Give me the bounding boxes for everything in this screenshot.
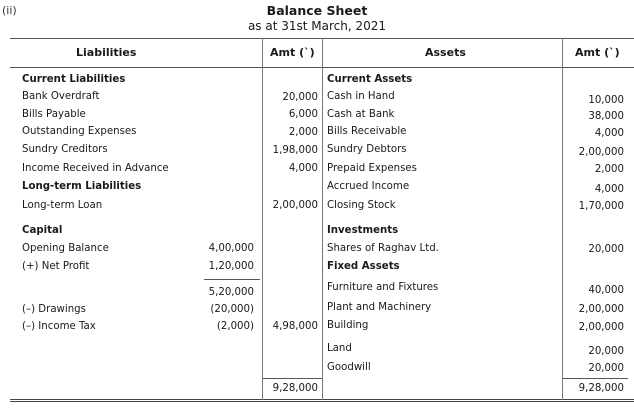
outstanding-expenses-amount: 2,000 bbox=[288, 127, 318, 138]
header-amount-right: Amt (`) bbox=[575, 46, 620, 59]
net-profit-label: (+) Net Profit bbox=[22, 261, 90, 272]
accrued-income-label: Accrued Income bbox=[327, 181, 410, 192]
closing-stock-amount: 1,70,000 bbox=[578, 201, 624, 212]
bills-payable-amount: 6,000 bbox=[288, 109, 318, 120]
building-amount: 2,00,000 bbox=[578, 322, 624, 333]
opening-balance-label: Opening Balance bbox=[22, 243, 109, 254]
page-subtitle: as at 31st March, 2021 bbox=[247, 19, 387, 33]
subtotal-rule bbox=[204, 279, 260, 280]
plant-amount: 2,00,000 bbox=[578, 304, 624, 315]
assets-total: 9,28,000 bbox=[578, 383, 624, 394]
current-assets-heading: Current Assets bbox=[327, 74, 413, 85]
bills-receivable-amount: 4,000 bbox=[594, 128, 624, 139]
closing-stock-label: Closing Stock bbox=[327, 200, 396, 211]
bills-receivable-label: Bills Receivable bbox=[327, 126, 407, 137]
capital-subtotal: 5,20,000 bbox=[208, 287, 254, 298]
income-advance-label: Income Received in Advance bbox=[22, 163, 169, 174]
total-rule-right-top bbox=[562, 378, 628, 379]
liabilities-total: 9,28,000 bbox=[272, 383, 318, 394]
cash-in-hand-label: Cash in Hand bbox=[327, 91, 395, 102]
cash-at-bank-label: Cash at Bank bbox=[327, 109, 395, 120]
income-advance-amount: 4,000 bbox=[288, 163, 318, 174]
opening-balance-sub: 4,00,000 bbox=[208, 243, 254, 254]
header-amount-left: Amt (`) bbox=[270, 46, 315, 59]
question-label: (ii) bbox=[2, 4, 17, 17]
drawings-label: (–) Drawings bbox=[22, 304, 86, 315]
page-title: Balance Sheet bbox=[266, 3, 368, 18]
accrued-income-amount: 4,000 bbox=[594, 184, 624, 195]
longterm-loan-label: Long-term Loan bbox=[22, 200, 103, 211]
header-assets: Assets bbox=[425, 46, 466, 59]
income-tax-sub: (2,000) bbox=[216, 321, 254, 332]
investments-heading: Investments bbox=[327, 225, 399, 236]
goodwill-amount: 20,000 bbox=[588, 363, 624, 374]
bank-overdraft-label: Bank Overdraft bbox=[22, 91, 100, 102]
building-label: Building bbox=[327, 320, 369, 331]
outstanding-expenses-label: Outstanding Expenses bbox=[22, 126, 137, 137]
fixed-assets-heading: Fixed Assets bbox=[327, 261, 400, 272]
bills-payable-label: Bills Payable bbox=[22, 109, 86, 120]
furniture-label: Furniture and Fixtures bbox=[327, 282, 439, 293]
shares-amount: 20,000 bbox=[588, 244, 624, 255]
longterm-loan-amount: 2,00,000 bbox=[272, 200, 318, 211]
header-liabilities: Liabilities bbox=[76, 46, 137, 59]
sundry-creditors-amount: 1,98,000 bbox=[272, 145, 318, 156]
cash-at-bank-amount: 38,000 bbox=[588, 111, 624, 122]
furniture-amount: 40,000 bbox=[588, 285, 624, 296]
land-label: Land bbox=[327, 343, 352, 354]
land-amount: 20,000 bbox=[588, 346, 624, 357]
goodwill-label: Goodwill bbox=[327, 362, 371, 373]
cash-in-hand-amount: 10,000 bbox=[588, 95, 624, 106]
prepaid-expenses-label: Prepaid Expenses bbox=[327, 163, 417, 174]
sundry-debtors-amount: 2,00,000 bbox=[578, 147, 624, 158]
sundry-creditors-label: Sundry Creditors bbox=[22, 144, 108, 155]
plant-label: Plant and Machinery bbox=[327, 302, 432, 313]
bank-overdraft-amount: 20,000 bbox=[282, 92, 318, 103]
current-liabilities-heading: Current Liabilities bbox=[22, 74, 126, 85]
shares-label: Shares of Raghav Ltd. bbox=[327, 243, 439, 254]
sundry-debtors-label: Sundry Debtors bbox=[327, 144, 407, 155]
total-rule-left-top bbox=[262, 378, 322, 379]
capital-net-amount: 4,98,000 bbox=[272, 321, 318, 332]
column-divider-2 bbox=[322, 38, 323, 400]
drawings-sub: (20,000) bbox=[210, 304, 254, 315]
capital-heading: Capital bbox=[22, 225, 63, 236]
longterm-liabilities-heading: Long-term Liabilities bbox=[22, 181, 142, 192]
income-tax-label: (–) Income Tax bbox=[22, 321, 96, 332]
prepaid-expenses-amount: 2,000 bbox=[594, 164, 624, 175]
net-profit-sub: 1,20,000 bbox=[208, 261, 254, 272]
